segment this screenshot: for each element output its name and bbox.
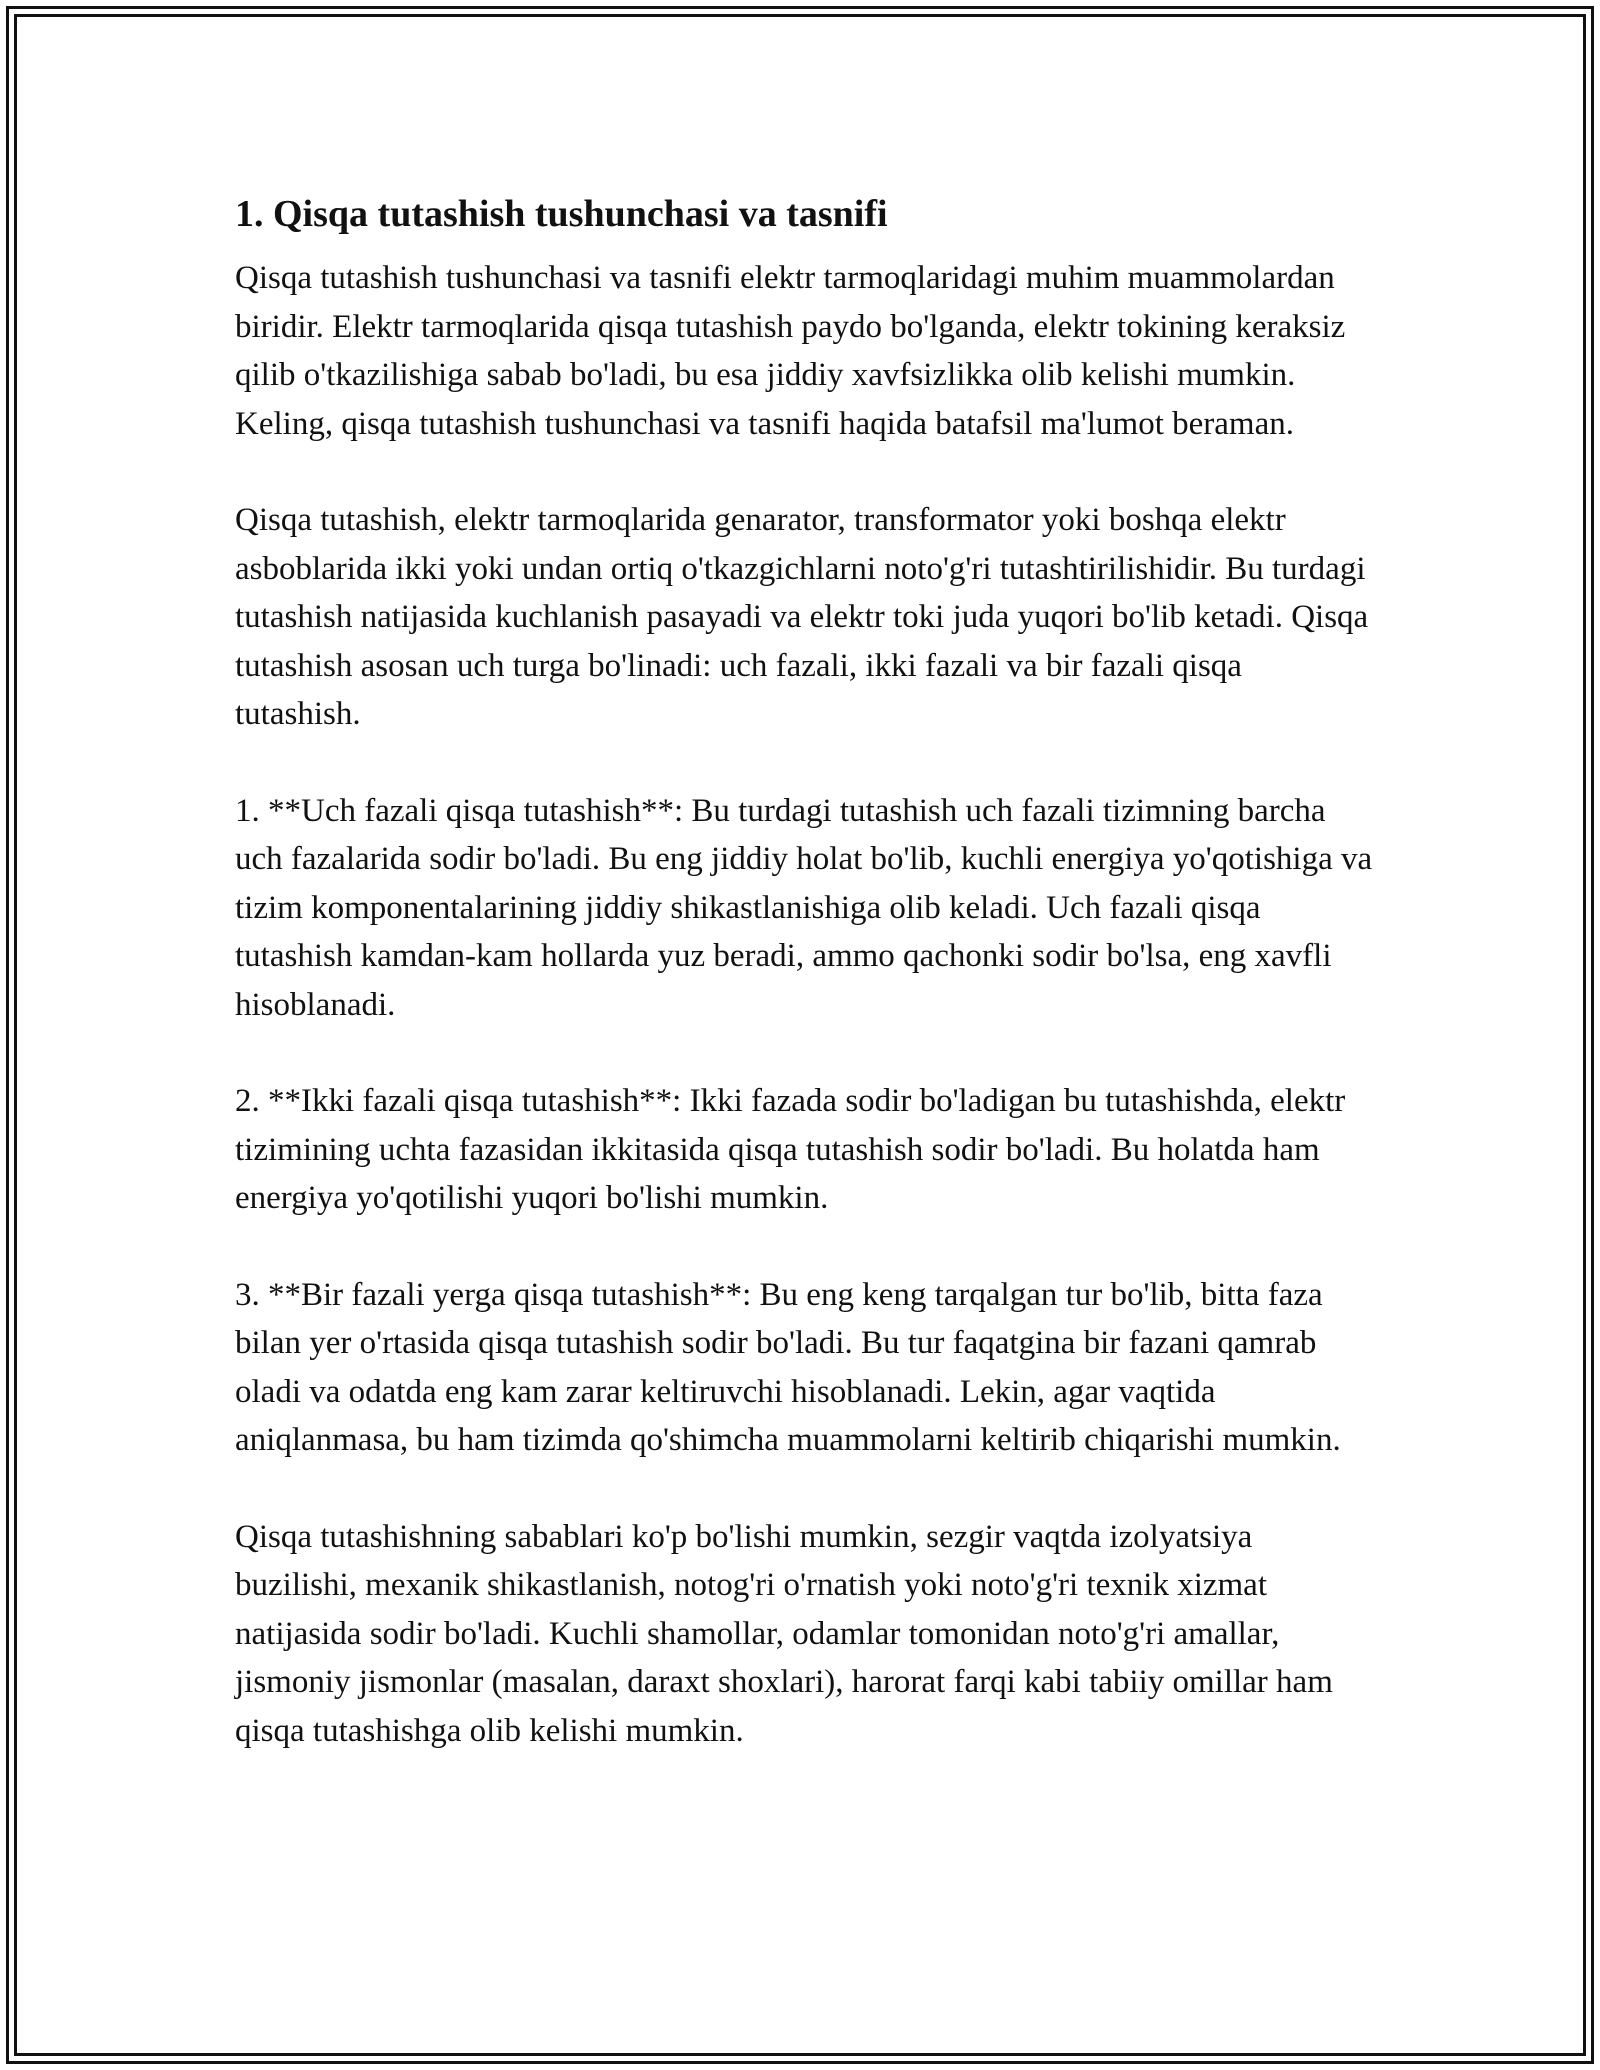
- paragraph-two-phase: 2. **Ikki fazali qisqa tutashish**: Ikki fazada sodir bo'ladigan bu tutashishda, elektr tizimining uchta fazasidan ikkitasida qisqa tutashish sodir bo'ladi. Bu holatda ham energiya yo'qotilishi yuqori bo'lishi mumkin.: [235, 1083, 1346, 1216]
- document-body: [235, 190, 1375, 1803]
- paragraph-single-phase: 3. **Bir fazali yerga qisqa tutashish**: Bu eng keng tarqalgan tur bo'lib, bitta faza bilan yer o'rtasida qisqa tutashish sodir bo'ladi. Bu tur faqatgina bir fazani qamrab oladi va odatda eng kam zarar keltiruvchi hisoblanadi. Lekin, agar vaqtida aniqlanmasa, bu ham tizimda qo'shimcha muammolarni keltirib chiqarishi mumkin.: [235, 1276, 1341, 1458]
- paragraph-definition: Qisqa tutashish, elektr tarmoqlarida genarator, transformator yoki boshqa elektr asboblarida ikki yoki undan ortiq o'tkazgichlarni noto'g'ri tutashtirilishidir. Bu turdagi tutashish natijasida kuchlanish pasayadi va elektr toki juda yuqori bo'lib ketadi. Qisqa tutashish asosan uch turga bo'linadi: uch fazali, ikki fazali va bir fazali qisqa tutashish.: [235, 502, 1369, 732]
- paragraph-intro: Qisqa tutashish tushunchasi va tasnifi elektr tarmoqlaridagi muhim muammolardan biridir. Elektr tarmoqlarida qisqa tutashish paydo bo'lganda, elektr tokining keraksiz qilib o'tkazilishiga sabab bo'ladi, bu esa jiddiy xavfsizlikka olib kelishi mumkin. Keling, qisqa tutashish tushunchasi va tasnifi haqida batafsil ma'lumot beraman.: [235, 260, 1346, 442]
- section-heading: 1. Qisqa tutashish tushunchasi va tasnifi: [235, 193, 888, 235]
- paragraph-causes: Qisqa tutashishning sabablari ko'p bo'lishi mumkin, sezgir vaqtda izolyatsiya buzilishi, mexanik shikastlanish, notog'ri o'rnatish yoki noto'g'ri texnik xizmat natijasida sodir bo'ladi. Kuchli shamollar, odamlar tomonidan noto'g'ri amallar, jismoniy jismonlar (masalan, daraxt shoxlari), harorat farqi kabi tabiiy omillar ham qisqa tutashishga olib kelishi mumkin.: [235, 1518, 1333, 1749]
- paragraph-three-phase: 1. **Uch fazali qisqa tutashish**: Bu turdagi tutashish uch fazali tizimning barcha uch fazalarida sodir bo'ladi. Bu eng jiddiy holat bo'lib, kuchli energiya yo'qotishiga va tizim komponentalarining jiddiy shikastlanishiga olib keladi. Uch fazali qisqa tutashish kamdan-kam hollarda yuz beradi, ammo qachonki sodir bo'lsa, eng xavfli hisoblanadi.: [235, 792, 1373, 1023]
